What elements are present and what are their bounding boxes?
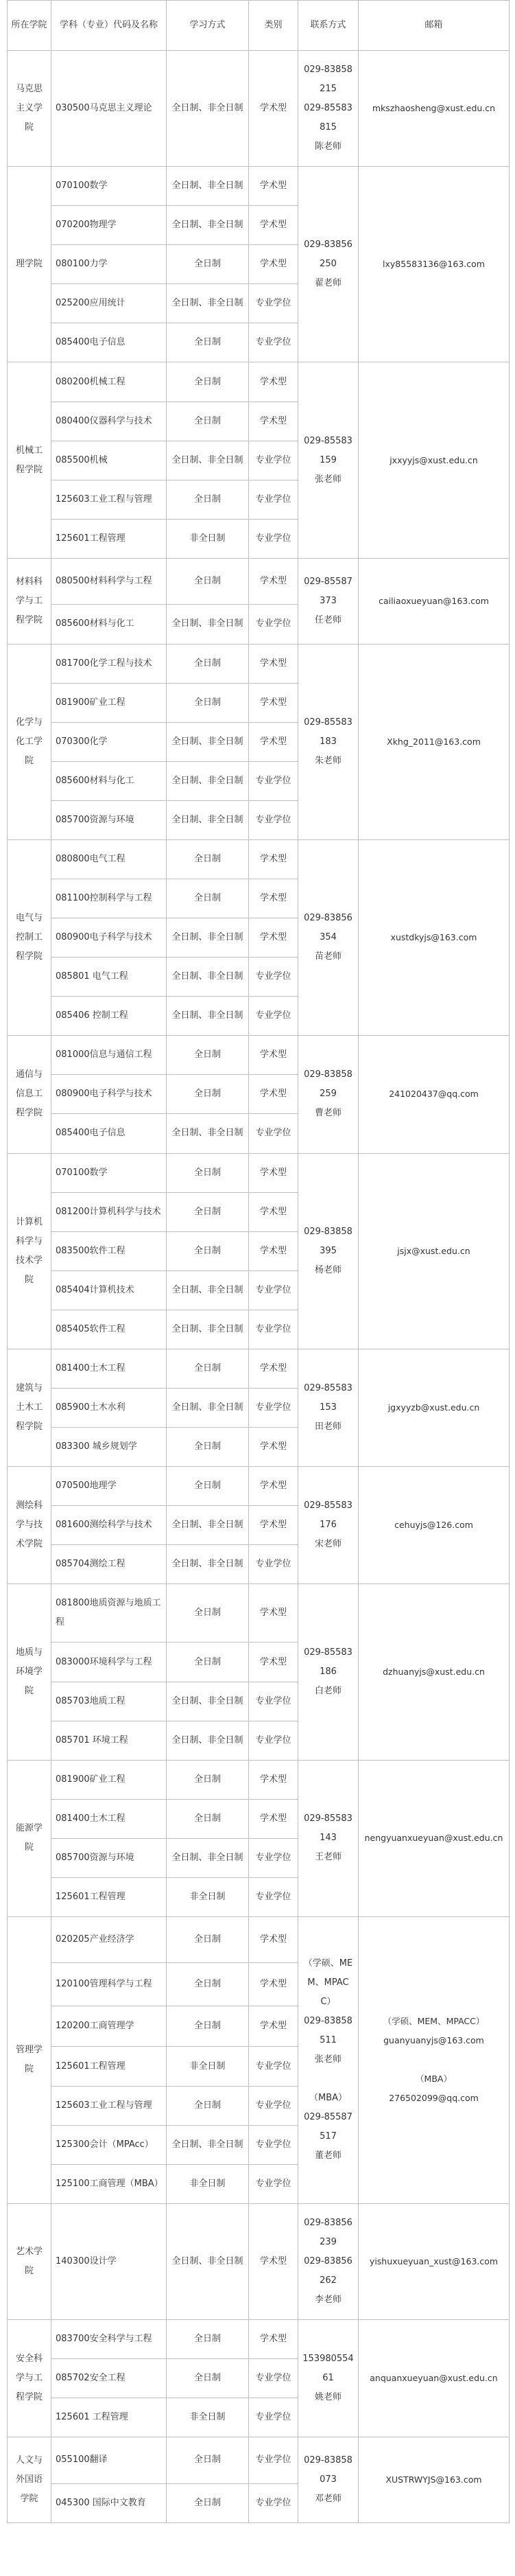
email-address[interactable]: lxy85583136@163.com (359, 167, 510, 362)
college-name: 机械工程学院 (8, 362, 51, 558)
program-type: 学术型 (249, 1036, 298, 1075)
study-mode: 全日制 (167, 1584, 249, 1643)
study-mode: 全日制、非全日制 (167, 997, 249, 1036)
program-code: 085400电子信息 (51, 1114, 167, 1153)
program-type: 专业学位 (249, 2086, 298, 2125)
program-code: 080200机械工程 (51, 362, 167, 402)
program-code: 085405软件工程 (51, 1310, 167, 1349)
program-type: 学术型 (249, 1467, 298, 1506)
email-address[interactable]: mkszhaosheng@xust.edu.cn (359, 51, 510, 167)
college-name: 通信与信息工程学院 (8, 1036, 51, 1153)
contact-info: 15398055461 姚老师 (298, 2319, 359, 2437)
contact-info: 029-83858215 029-85583815 陈老师 (298, 51, 359, 167)
program-type: 学术型 (249, 2006, 298, 2047)
study-mode: 全日制 (167, 1917, 249, 1963)
college-name: 测绘科学与技术学院 (8, 1467, 51, 1584)
program-type: 学术型 (249, 2203, 298, 2319)
program-code: 081600测绘科学与技术 (51, 1506, 167, 1545)
study-mode: 全日制、非全日制 (167, 1545, 249, 1584)
study-mode: 全日制 (167, 2358, 249, 2398)
table-row (8, 1584, 510, 1643)
study-mode: 全日制 (167, 2319, 249, 2358)
study-mode: 全日制、非全日制 (167, 1506, 249, 1545)
program-type: 专业学位 (249, 1545, 298, 1584)
header-college: 所在学院 (8, 1, 51, 51)
study-mode: 全日制、非全日制 (167, 1389, 249, 1428)
program-code: 120100管理科学与工程 (51, 1963, 167, 2006)
table-row (8, 1760, 510, 1799)
program-code: 081400土木工程 (51, 1799, 167, 1838)
program-type: 专业学位 (249, 1389, 298, 1428)
program-code: 125603工业工程与管理 (51, 2086, 167, 2125)
study-mode: 全日制、非全日制 (167, 918, 249, 958)
study-mode: 非全日制 (167, 519, 249, 558)
study-mode: 全日制、非全日制 (167, 1838, 249, 1877)
study-mode: 非全日制 (167, 2164, 249, 2203)
college-name: 人文与外国语学院 (8, 2437, 51, 2523)
program-type: 学术型 (249, 1799, 298, 1838)
program-code: 083500软件工程 (51, 1231, 167, 1270)
study-mode: 全日制 (167, 1036, 249, 1075)
program-type: 学术型 (249, 2319, 298, 2358)
contact-info: 029-83858259 曹老师 (298, 1036, 359, 1153)
table-row (8, 1349, 510, 1388)
program-code: 081700化学工程与技术 (51, 644, 167, 683)
program-type: 专业学位 (249, 284, 298, 323)
program-type: 专业学位 (249, 2398, 298, 2437)
email-address[interactable]: cehuyjs@126.com (359, 1467, 510, 1584)
program-type: 学术型 (249, 1584, 298, 1643)
college-name: 电气与控制工程学院 (8, 839, 51, 1035)
study-mode: 全日制 (167, 2483, 249, 2522)
program-type: 学术型 (249, 683, 298, 722)
program-code: 070300化学 (51, 722, 167, 761)
study-mode: 全日制 (167, 1963, 249, 2006)
table-row (8, 51, 510, 167)
program-type: 学术型 (249, 1643, 298, 1682)
email-address[interactable]: anquanxueyuan@xust.edu.cn (359, 2319, 510, 2437)
study-mode: 全日制、非全日制 (167, 1682, 249, 1721)
program-code: 080800电气工程 (51, 839, 167, 879)
study-mode: 全日制、非全日制 (167, 1721, 249, 1760)
program-type: 专业学位 (249, 2125, 298, 2164)
study-mode: 全日制 (167, 1643, 249, 1682)
program-type: 学术型 (249, 51, 298, 167)
program-type: 专业学位 (249, 761, 298, 800)
table-row (8, 2319, 510, 2358)
program-type: 专业学位 (249, 958, 298, 997)
study-mode: 全日制 (167, 2086, 249, 2125)
program-type: 专业学位 (249, 2164, 298, 2203)
study-mode: 全日制、非全日制 (167, 206, 249, 245)
email-address[interactable]: 241020437@qq.com (359, 1036, 510, 1153)
header-row (8, 1, 510, 51)
program-type: 专业学位 (249, 323, 298, 362)
college-name: 安全科学与工程学院 (8, 2319, 51, 2437)
email-address[interactable]: Xkhg_2011@163.com (359, 644, 510, 839)
program-code: 080900电子科学与技术 (51, 1075, 167, 1114)
contact-info: 029-83856239 029-83856262 李老师 (298, 2203, 359, 2319)
program-type: 专业学位 (249, 2437, 298, 2484)
program-type: 学术型 (249, 206, 298, 245)
program-type: 专业学位 (249, 1877, 298, 1916)
program-type: 学术型 (249, 362, 298, 402)
program-type: 学术型 (249, 839, 298, 879)
study-mode: 全日制 (167, 1428, 249, 1467)
program-type: 学术型 (249, 1506, 298, 1545)
study-mode: 全日制、非全日制 (167, 1114, 249, 1153)
program-type: 专业学位 (249, 2483, 298, 2522)
email-address[interactable]: yishuxueyuan_xust@163.com (359, 2203, 510, 2319)
program-type: 学术型 (249, 1153, 298, 1192)
program-type: 学术型 (249, 1917, 298, 1963)
college-name: 马克思主义学院 (8, 51, 51, 167)
program-type: 专业学位 (249, 605, 298, 644)
program-type: 学术型 (249, 402, 298, 441)
program-code: 081200计算机科学与技术 (51, 1192, 167, 1231)
program-code: 080100力学 (51, 245, 167, 284)
program-type: 专业学位 (249, 2358, 298, 2398)
program-code: 125603工业工程与管理 (51, 480, 167, 519)
study-mode: 全日制、非全日制 (167, 2125, 249, 2164)
study-mode: 全日制、非全日制 (167, 958, 249, 997)
contact-info: 029-83858073 邓老师 (298, 2437, 359, 2523)
program-code: 070500地理学 (51, 1467, 167, 1506)
program-code: 120200工商管理学 (51, 2006, 167, 2047)
program-type: 专业学位 (249, 800, 298, 839)
table-row (8, 1036, 510, 1075)
program-type: 专业学位 (249, 1838, 298, 1877)
college-name: 管理学院 (8, 1917, 51, 2204)
email-address[interactable]: XUSTRWYJS@163.com (359, 2437, 510, 2523)
table-row (8, 362, 510, 402)
program-code: 125300会计（MPAcc） (51, 2125, 167, 2164)
study-mode: 全日制 (167, 1075, 249, 1114)
contact-info: （学硕、MEM、MPACC） 029-83858511 张老师 （MBA） 029-85587517 董老师 (298, 1917, 359, 2204)
header-email: 邮箱 (359, 1, 510, 51)
study-mode: 全日制 (167, 1349, 249, 1388)
college-name: 计算机科学与技术学院 (8, 1153, 51, 1349)
program-code: 085700资源与环境 (51, 1838, 167, 1877)
program-code: 085406 控制工程 (51, 997, 167, 1036)
table-row (8, 167, 510, 206)
email-address[interactable]: nengyuanxueyuan@xust.edu.cn (359, 1760, 510, 1916)
program-code: 085701 环境工程 (51, 1721, 167, 1760)
study-mode: 全日制 (167, 558, 249, 605)
college-name: 材料科学与工程学院 (8, 558, 51, 644)
study-mode: 全日制、非全日制 (167, 605, 249, 644)
program-type: 专业学位 (249, 519, 298, 558)
email-address[interactable]: jgxyyzb@xust.edu.cn (359, 1349, 510, 1466)
study-mode: 非全日制 (167, 2398, 249, 2437)
contact-info: 029-85583153 田老师 (298, 1349, 359, 1466)
program-type: 专业学位 (249, 2047, 298, 2086)
program-type: 学术型 (249, 1760, 298, 1799)
study-mode: 全日制、非全日制 (167, 761, 249, 800)
email-address[interactable]: dzhuanyjs@xust.edu.cn (359, 1584, 510, 1760)
program-type: 专业学位 (249, 1270, 298, 1310)
program-code: 080900电子科学与技术 (51, 918, 167, 958)
study-mode: 全日制 (167, 1231, 249, 1270)
program-code: 081100控制科学与工程 (51, 879, 167, 918)
email-address[interactable]: （学硕、MEM、MPACC） guanyuanyjs@163.com （MBA） 276502099@qq.com (359, 1917, 510, 2204)
program-code: 085801 电气工程 (51, 958, 167, 997)
program-code: 085700资源与环境 (51, 800, 167, 839)
study-mode: 全日制 (167, 1799, 249, 1838)
contact-info: 029-85587373 任老师 (298, 558, 359, 644)
program-code: 083300 城乡规划学 (51, 1428, 167, 1467)
program-code: 081900矿业工程 (51, 683, 167, 722)
table-row (8, 644, 510, 683)
program-type: 专业学位 (249, 1310, 298, 1349)
study-mode: 全日制、非全日制 (167, 1270, 249, 1310)
program-type: 学术型 (249, 1963, 298, 2006)
contact-info: 029-85583183 朱老师 (298, 644, 359, 839)
table-row (8, 1467, 510, 1506)
college-name: 艺术学院 (8, 2203, 51, 2319)
program-type: 学术型 (249, 1349, 298, 1388)
program-code: 081900矿业工程 (51, 1760, 167, 1799)
program-code: 085500机械 (51, 441, 167, 480)
program-code: 085400电子信息 (51, 323, 167, 362)
study-mode: 全日制 (167, 1467, 249, 1506)
study-mode: 全日制 (167, 480, 249, 519)
header-type: 类别 (249, 1, 298, 51)
admissions-table (7, 0, 510, 2523)
program-code: 085600材料与化工 (51, 761, 167, 800)
study-mode: 全日制、非全日制 (167, 51, 249, 167)
program-code: 081800地质资源与地质工程 (51, 1584, 167, 1643)
program-type: 学术型 (249, 644, 298, 683)
table-body (8, 51, 510, 2523)
contact-info: 029-85583143 王老师 (298, 1760, 359, 1916)
program-type: 专业学位 (249, 997, 298, 1036)
contact-info: 029-85583186 白老师 (298, 1584, 359, 1760)
study-mode: 非全日制 (167, 2047, 249, 2086)
program-type: 学术型 (249, 918, 298, 958)
program-type: 学术型 (249, 879, 298, 918)
program-type: 专业学位 (249, 441, 298, 480)
program-type: 学术型 (249, 1231, 298, 1270)
program-code: 070100数学 (51, 1153, 167, 1192)
table-row (8, 558, 510, 605)
college-name: 地质与环境学院 (8, 1584, 51, 1760)
program-code: 070200物理学 (51, 206, 167, 245)
study-mode: 全日制 (167, 839, 249, 879)
program-code: 081400土木工程 (51, 1349, 167, 1388)
study-mode: 全日制、非全日制 (167, 441, 249, 480)
program-code: 070100数学 (51, 167, 167, 206)
program-code: 085704测绘工程 (51, 1545, 167, 1584)
program-code: 030500马克思主义理论 (51, 51, 167, 167)
header-contact: 联系方式 (298, 1, 359, 51)
program-code: 085702安全工程 (51, 2358, 167, 2398)
program-code: 083000环境科学与工程 (51, 1643, 167, 1682)
study-mode: 全日制、非全日制 (167, 284, 249, 323)
program-code: 125601工程管理 (51, 1877, 167, 1916)
college-name: 能源学院 (8, 1760, 51, 1916)
email-address[interactable]: jxxyyjs@xust.edu.cn (359, 362, 510, 558)
program-type: 学术型 (249, 1428, 298, 1467)
program-code: 125100工商管理（MBA） (51, 2164, 167, 2203)
contact-info: 029-83858395 杨老师 (298, 1153, 359, 1349)
program-type: 学术型 (249, 167, 298, 206)
table-row (8, 1917, 510, 1963)
program-code: 083700安全科学与工程 (51, 2319, 167, 2358)
program-code: 140300设计学 (51, 2203, 167, 2319)
program-type: 学术型 (249, 558, 298, 605)
contact-info: 029-85583176 宋老师 (298, 1467, 359, 1584)
program-type: 学术型 (249, 245, 298, 284)
header-program: 学科（专业）代码及名称 (51, 1, 167, 51)
study-mode: 全日制 (167, 644, 249, 683)
college-name: 建筑与土木工程学院 (8, 1349, 51, 1466)
email-address[interactable]: cailiaoxueyuan@163.com (359, 558, 510, 644)
study-mode: 全日制、非全日制 (167, 167, 249, 206)
college-name: 理学院 (8, 167, 51, 362)
study-mode: 全日制 (167, 1153, 249, 1192)
study-mode: 全日制 (167, 1192, 249, 1231)
program-type: 专业学位 (249, 1114, 298, 1153)
study-mode: 全日制 (167, 683, 249, 722)
table-row (8, 839, 510, 879)
program-code: 055100翻译 (51, 2437, 167, 2484)
study-mode: 全日制 (167, 362, 249, 402)
program-code: 025200应用统计 (51, 284, 167, 323)
table-row (8, 2437, 510, 2484)
program-code: 085900土木水利 (51, 1389, 167, 1428)
program-code: 085600材料与化工 (51, 605, 167, 644)
program-code: 085703地质工程 (51, 1682, 167, 1721)
study-mode: 全日制、非全日制 (167, 1310, 249, 1349)
program-type: 专业学位 (249, 1682, 298, 1721)
study-mode: 全日制 (167, 402, 249, 441)
program-code: 080500材料科学与工程 (51, 558, 167, 605)
table-row (8, 2203, 510, 2319)
program-code: 080400仪器科学与技术 (51, 402, 167, 441)
program-code: 081000信息与通信工程 (51, 1036, 167, 1075)
study-mode: 全日制 (167, 879, 249, 918)
program-type: 学术型 (249, 1075, 298, 1114)
program-code: 125601工程管理 (51, 519, 167, 558)
table-row (8, 1153, 510, 1192)
contact-info: 029-83856250 翟老师 (298, 167, 359, 362)
program-code: 085404计算机技术 (51, 1270, 167, 1310)
college-name: 化学与化工学院 (8, 644, 51, 839)
program-type: 专业学位 (249, 1721, 298, 1760)
study-mode: 全日制 (167, 2006, 249, 2047)
program-code: 020205产业经济学 (51, 1917, 167, 1963)
study-mode: 全日制 (167, 323, 249, 362)
contact-info: 029-83856354 苗老师 (298, 839, 359, 1035)
study-mode: 全日制、非全日制 (167, 2203, 249, 2319)
contact-info: 029-85583159 张老师 (298, 362, 359, 558)
program-code: 125601工程管理 (51, 2047, 167, 2086)
program-type: 学术型 (249, 1192, 298, 1231)
program-type: 专业学位 (249, 480, 298, 519)
study-mode: 全日制 (167, 2437, 249, 2484)
program-type: 学术型 (249, 722, 298, 761)
study-mode: 全日制 (167, 1760, 249, 1799)
email-address[interactable]: jsjx@xust.edu.cn (359, 1153, 510, 1349)
study-mode: 全日制、非全日制 (167, 722, 249, 761)
study-mode: 全日制 (167, 245, 249, 284)
program-code: 125601 工程管理 (51, 2398, 167, 2437)
program-code: 045300 国际中文教育 (51, 2483, 167, 2522)
header-mode: 学习方式 (167, 1, 249, 51)
study-mode: 全日制、非全日制 (167, 800, 249, 839)
study-mode: 非全日制 (167, 1877, 249, 1916)
email-address[interactable]: xustdkyjs@163.com (359, 839, 510, 1035)
